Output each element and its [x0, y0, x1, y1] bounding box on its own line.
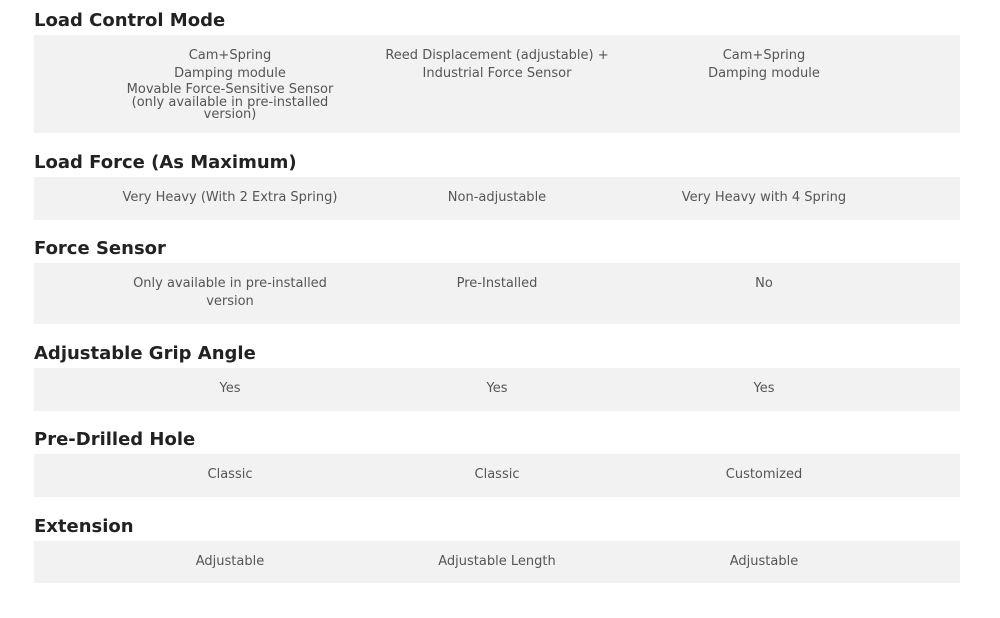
- cell-line: version): [203, 107, 257, 122]
- cell-line: Movable Force-Sensitive Sensor: [126, 82, 334, 97]
- spec-cell: [364, 275, 630, 293]
- cell-line: Pre-Installed: [456, 276, 538, 291]
- cell-line: No: [755, 276, 773, 291]
- spec-cell: [97, 553, 363, 571]
- spec-cell: [631, 275, 897, 293]
- spec-cell: [97, 189, 363, 207]
- spec-cell: [364, 189, 630, 207]
- section-title: Pre-Drilled Hole: [34, 429, 196, 450]
- spec-cell: [364, 553, 630, 571]
- spec-cell: [364, 47, 630, 83]
- cell-line: Damping module: [174, 66, 286, 81]
- spec-cell: [364, 380, 630, 398]
- cell-line: Adjustable: [195, 554, 265, 569]
- cell-line: Very Heavy with 4 Spring: [681, 190, 847, 205]
- cell-line: Damping module: [708, 66, 820, 81]
- cell-line: Yes: [219, 381, 241, 396]
- spec-cell: [631, 466, 897, 484]
- section-title: Force Sensor: [34, 238, 166, 259]
- spec-cell: [631, 380, 897, 398]
- cell-line: Classic: [474, 467, 520, 482]
- cell-line: Cam+Spring: [188, 48, 272, 63]
- section-title: Extension: [34, 516, 134, 537]
- spec-cell: [364, 466, 630, 484]
- cell-line: Classic: [207, 467, 253, 482]
- cell-line: Non-adjustable: [447, 190, 547, 205]
- spec-cell: [631, 189, 897, 207]
- cell-line: Adjustable: [729, 554, 799, 569]
- spec-row: [34, 454, 960, 497]
- cell-line: Only available in pre-installed: [133, 276, 327, 291]
- spec-cell: [97, 380, 363, 398]
- spec-cell: [97, 47, 363, 121]
- spec-cell: [97, 275, 363, 311]
- spec-cell: [97, 466, 363, 484]
- cell-line: Industrial Force Sensor: [422, 66, 572, 81]
- spec-row: [34, 35, 960, 133]
- cell-line: Yes: [486, 381, 508, 396]
- section-title: Adjustable Grip Angle: [34, 343, 256, 364]
- cell-line: Reed Displacement (adjustable) +: [385, 48, 609, 63]
- section-title: Load Control Mode: [34, 10, 226, 31]
- section-title: Load Force (As Maximum): [34, 152, 297, 173]
- spec-row: [34, 541, 960, 583]
- cell-line: Very Heavy (With 2 Extra Spring): [122, 190, 338, 205]
- spec-row: [34, 263, 960, 324]
- cell-line: Cam+Spring: [722, 48, 806, 63]
- cell-line: Customized: [725, 467, 803, 482]
- spec-row: [34, 177, 960, 220]
- cell-line: Yes: [753, 381, 775, 396]
- cell-line: (only available in pre-installed: [131, 95, 329, 110]
- spec-cell: [631, 553, 897, 571]
- cell-line: version: [206, 294, 254, 309]
- spec-cell: [631, 47, 897, 83]
- cell-line: Adjustable Length: [438, 554, 556, 569]
- spec-row: [34, 368, 960, 411]
